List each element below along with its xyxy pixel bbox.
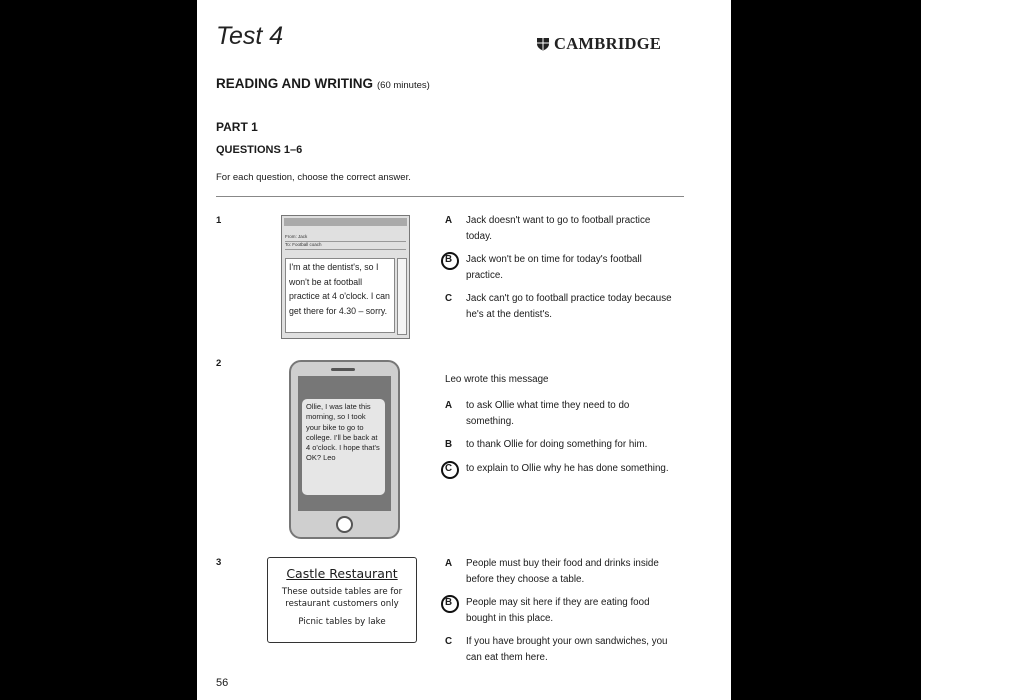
option-b[interactable]: B Jack won't be on time for today's football practice.: [445, 252, 676, 283]
sign-title: Castle Restaurant: [286, 566, 398, 581]
section-heading: [216, 76, 430, 91]
question-number: 3: [216, 557, 222, 568]
exam-page: [197, 0, 731, 700]
email-window: [281, 215, 410, 339]
email-body: I'm at the dentist's, so I won't be at football practice at 4 o'clock. I can get there for 4.30 – sorry.: [285, 258, 395, 333]
email-to: To: Football coach: [285, 242, 406, 250]
restaurant-sign: [267, 557, 417, 643]
email-from: From: Jack: [285, 234, 406, 242]
phone-image: [289, 360, 400, 539]
options-q1: [445, 213, 676, 322]
right-margin-strip: [921, 0, 1024, 700]
phone-speaker: [331, 368, 355, 371]
divider: [216, 196, 684, 197]
option-a[interactable]: A to ask Ollie what time they need to do something.: [445, 400, 630, 427]
brand-text: CAMBRIDGE: [554, 34, 662, 53]
window-titlebar: [284, 218, 407, 226]
instructions: For each question, choose the correct answer.: [216, 172, 411, 183]
sign-text: These outside tables are for restaurant customers only: [281, 587, 403, 609]
section-duration: (60 minutes): [377, 80, 430, 91]
test-title: Test 4: [216, 22, 284, 50]
question-stem: Leo wrote this message: [445, 374, 549, 385]
cambridge-logo: [536, 34, 661, 54]
part-title: PART 1: [216, 120, 258, 134]
question-number: 2: [216, 358, 222, 369]
scrollbar: [397, 258, 407, 335]
text-message: Ollie, I was late this morning, so I took your bike to go to college. I'll be back at 4 o'clock. I hope that's OK? Leo: [302, 399, 385, 495]
home-button-icon: [336, 516, 353, 533]
shield-icon: [536, 37, 550, 51]
page-number: 56: [216, 677, 229, 689]
questions-range: QUESTIONS 1–6: [216, 144, 303, 156]
options-q2: [445, 398, 676, 476]
option-a[interactable]: A People must buy their food and drinks inside before they choose a table.: [445, 558, 659, 585]
option-c[interactable]: C Jack can't go to football practice today because he's at the dentist's.: [445, 293, 672, 320]
section-title: READING AND WRITING: [216, 76, 373, 91]
sign-subtext: Picnic tables by lake: [298, 617, 386, 627]
option-c[interactable]: C If you have brought your own sandwiches, you can eat them here.: [445, 636, 668, 663]
option-c[interactable]: C to explain to Ollie why he has done something.: [445, 461, 676, 477]
option-b[interactable]: B People may sit here if they are eating food bought in this place.: [445, 595, 676, 626]
option-b[interactable]: B to thank Ollie for doing something for him.: [445, 439, 648, 450]
option-a[interactable]: A Jack doesn't want to go to football practice today.: [445, 215, 651, 242]
question-number: 1: [216, 215, 222, 226]
options-q3: [445, 556, 676, 665]
